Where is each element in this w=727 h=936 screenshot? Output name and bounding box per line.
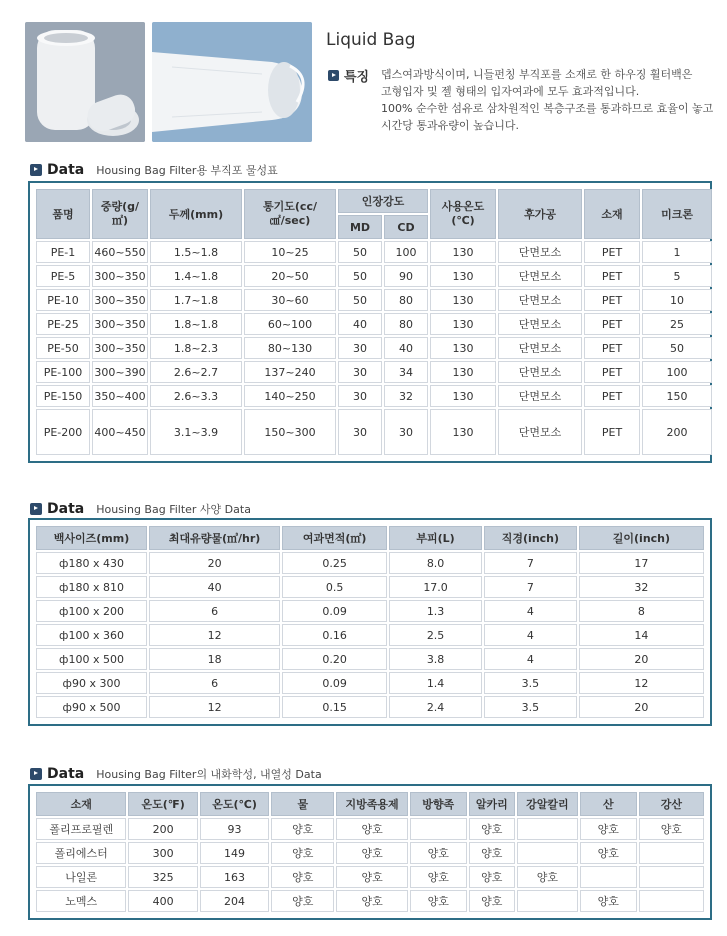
table-row	[36, 289, 712, 311]
table-cell: 10~25	[244, 241, 336, 263]
table-cell	[639, 866, 704, 888]
table-cell: 3.8	[389, 648, 482, 670]
table-row	[36, 265, 712, 287]
table-row	[36, 672, 704, 694]
specs-table	[34, 524, 706, 720]
col-header: 최대유량물(㎥/hr)	[149, 526, 280, 550]
table-cell: 60~100	[244, 313, 336, 335]
col-header: 산	[580, 792, 637, 816]
table-cell: PET	[584, 241, 640, 263]
table-cell	[580, 866, 637, 888]
table-cell: PET	[584, 361, 640, 383]
table-cell: 양호	[410, 866, 467, 888]
table-cell: ф100 x 360	[36, 624, 147, 646]
table-cell: 양호	[580, 890, 637, 912]
col-header-group: 인장강도	[338, 189, 428, 213]
table-row	[36, 866, 704, 888]
table-cell: PET	[584, 337, 640, 359]
table-cell: 32	[384, 385, 428, 407]
col-header: 알카리	[469, 792, 515, 816]
table-cell: 3.5	[484, 672, 577, 694]
table-row	[36, 842, 704, 864]
table-cell: 50	[338, 265, 382, 287]
table-cell: 400	[128, 890, 197, 912]
table-cell: PET	[584, 265, 640, 287]
table-cell: 130	[430, 409, 496, 455]
table-cell: 7	[484, 576, 577, 598]
resistance-table-frame	[28, 784, 712, 920]
table-cell: 130	[430, 265, 496, 287]
table-cell	[410, 818, 467, 840]
product-photo-bags	[25, 22, 145, 142]
table-row	[36, 385, 712, 407]
table-cell: 양호	[639, 818, 704, 840]
col-subheader: MD	[338, 215, 382, 239]
table-cell: 양호	[580, 842, 637, 864]
table-cell: 90	[384, 265, 428, 287]
feature-line: 100% 순수한 섬유로 삼차원적인 복층구조를 통과하므로 효율이 놓고	[381, 102, 714, 115]
col-header: 강산	[639, 792, 704, 816]
table-cell: PE-100	[36, 361, 90, 383]
table-cell: 2.5	[389, 624, 482, 646]
table-cell: 460~550	[92, 241, 148, 263]
table-cell: 0.09	[282, 600, 387, 622]
table-cell: PET	[584, 289, 640, 311]
table-cell: 6	[149, 600, 280, 622]
table-cell: 양호	[336, 818, 408, 840]
table-cell: 1.4~1.8	[150, 265, 242, 287]
product-photo-bag-sleeve	[152, 22, 312, 142]
table-cell: 양호	[410, 842, 467, 864]
table-cell: 단면모소	[498, 241, 582, 263]
table-cell: 300~350	[92, 265, 148, 287]
table-cell: 100	[642, 361, 712, 383]
table-row	[36, 361, 712, 383]
col-header: 소재	[36, 792, 126, 816]
table-cell: 양호	[271, 818, 334, 840]
table-cell	[517, 818, 578, 840]
product-title: Liquid Bag	[326, 30, 416, 50]
table-cell: 200	[128, 818, 197, 840]
table-cell: 양호	[469, 842, 515, 864]
table-cell: 10	[642, 289, 712, 311]
table-cell: PE-5	[36, 265, 90, 287]
table-cell: 12	[149, 624, 280, 646]
bullet-arrow-icon	[328, 70, 339, 81]
table-cell: 폴리프로필렌	[36, 818, 126, 840]
table-cell: 30	[338, 409, 382, 455]
table-cell: 2.6~2.7	[150, 361, 242, 383]
table-cell: PET	[584, 409, 640, 455]
table-cell: 30	[384, 409, 428, 455]
feature-line: 시간당 통과유량이 높습니다.	[381, 119, 520, 132]
table-cell: PE-150	[36, 385, 90, 407]
properties-table	[34, 187, 714, 457]
table-cell: 200	[642, 409, 712, 455]
table-cell: 150~300	[244, 409, 336, 455]
table-cell: 20	[579, 696, 704, 718]
col-header: 온도(℉)	[128, 792, 197, 816]
table-cell: 204	[200, 890, 269, 912]
table-cell: 40	[149, 576, 280, 598]
table-cell: 163	[200, 866, 269, 888]
table-cell: 단면모소	[498, 313, 582, 335]
table-cell: PET	[584, 313, 640, 335]
table-cell: 50	[338, 289, 382, 311]
table-cell: 양호	[336, 890, 408, 912]
table-cell: PE-1	[36, 241, 90, 263]
table-cell: 137~240	[244, 361, 336, 383]
resistance-table	[34, 790, 706, 914]
table-cell: ф100 x 500	[36, 648, 147, 670]
table-cell: 17	[579, 552, 704, 574]
table-cell: 30	[338, 361, 382, 383]
table-cell: 0.20	[282, 648, 387, 670]
col-header: 백사이즈(mm)	[36, 526, 147, 550]
table-cell: PET	[584, 385, 640, 407]
col-header: 부피(L)	[389, 526, 482, 550]
table-cell: 130	[430, 385, 496, 407]
table-cell: PE-50	[36, 337, 90, 359]
table-cell: 50	[642, 337, 712, 359]
table-cell: 130	[430, 241, 496, 263]
table-cell: 단면모소	[498, 265, 582, 287]
table-cell: 1.8~1.8	[150, 313, 242, 335]
table-row	[36, 818, 704, 840]
table-cell	[517, 842, 578, 864]
table-cell: 149	[200, 842, 269, 864]
table-cell: 8	[579, 600, 704, 622]
properties-table-frame	[28, 181, 712, 463]
section-heading-resistance	[30, 766, 322, 782]
bullet-arrow-icon	[30, 503, 42, 515]
table-cell: ф180 x 810	[36, 576, 147, 598]
table-cell: 양호	[469, 818, 515, 840]
table-cell: 140~250	[244, 385, 336, 407]
col-header: 여과면적(㎡)	[282, 526, 387, 550]
table-cell: 0.15	[282, 696, 387, 718]
col-header: 두께(mm)	[150, 189, 242, 239]
table-cell: 93	[200, 818, 269, 840]
table-cell: 1.8~2.3	[150, 337, 242, 359]
table-row	[36, 552, 704, 574]
table-cell: ф90 x 500	[36, 696, 147, 718]
table-cell: 400~450	[92, 409, 148, 455]
col-header: 중량(g/㎡)	[92, 189, 148, 239]
section-subtitle: Housing Bag Filter 사양 Data	[96, 503, 251, 516]
table-row	[36, 313, 712, 335]
table-row	[36, 890, 704, 912]
table-cell: 단면모소	[498, 361, 582, 383]
section-heading-properties	[30, 162, 278, 178]
section-subtitle: Housing Bag Filter의 내화학성, 내열성 Data	[96, 768, 322, 781]
col-header: 통기도(cc/㎠/sec)	[244, 189, 336, 239]
table-cell: PE-200	[36, 409, 90, 455]
section-subtitle: Housing Bag Filter용 부직포 물성표	[96, 164, 278, 177]
table-cell: 12	[579, 672, 704, 694]
col-header: 후가공	[498, 189, 582, 239]
table-cell: 300	[128, 842, 197, 864]
table-cell: 80~130	[244, 337, 336, 359]
feature-line: 뎁스여과방식이며, 니들펀칭 부직포를 소재로 한 하우징 휠터백은	[381, 68, 693, 81]
table-cell: 양호	[469, 890, 515, 912]
col-header: 소재	[584, 189, 640, 239]
table-cell: 나일론	[36, 866, 126, 888]
table-cell: 단면모소	[498, 289, 582, 311]
table-cell: 25	[642, 313, 712, 335]
table-cell: 130	[430, 313, 496, 335]
section-heading-specs	[30, 501, 251, 517]
col-header: 강알칼리	[517, 792, 578, 816]
table-cell: 양호	[517, 866, 578, 888]
table-cell: 300~390	[92, 361, 148, 383]
bullet-arrow-icon	[30, 768, 42, 780]
table-cell: ф180 x 430	[36, 552, 147, 574]
bullet-arrow-icon	[30, 164, 42, 176]
table-cell: 3.5	[484, 696, 577, 718]
table-cell: 325	[128, 866, 197, 888]
feature-heading	[328, 66, 369, 85]
table-cell: 130	[430, 361, 496, 383]
col-header: 지방족용제	[336, 792, 408, 816]
table-cell: 17.0	[389, 576, 482, 598]
table-cell: 300~350	[92, 313, 148, 335]
table-cell: 3.1~3.9	[150, 409, 242, 455]
table-cell: 4	[484, 624, 577, 646]
table-cell: ф90 x 300	[36, 672, 147, 694]
feature-label: 특징	[344, 70, 370, 85]
table-cell: 30	[338, 337, 382, 359]
table-row	[36, 624, 704, 646]
table-cell: 20	[579, 648, 704, 670]
table-cell: 20	[149, 552, 280, 574]
table-cell: 양호	[271, 866, 334, 888]
table-cell: PE-10	[36, 289, 90, 311]
col-subheader: CD	[384, 215, 428, 239]
section-label: Data	[47, 766, 85, 782]
col-header: 사용온도(℃)	[430, 189, 496, 239]
table-cell: 150	[642, 385, 712, 407]
feature-line: 고형입자 및 젤 형태의 입자여과에 모두 효과적입니다.	[381, 85, 640, 98]
table-cell	[639, 842, 704, 864]
col-header: 직경(inch)	[484, 526, 577, 550]
table-cell: 130	[430, 289, 496, 311]
table-row	[36, 241, 712, 263]
table-cell: 2.6~3.3	[150, 385, 242, 407]
table-cell: 1.4	[389, 672, 482, 694]
table-cell: 5	[642, 265, 712, 287]
table-cell: 130	[430, 337, 496, 359]
table-cell: 4	[484, 600, 577, 622]
table-cell: 0.09	[282, 672, 387, 694]
table-cell: PE-25	[36, 313, 90, 335]
table-cell: 14	[579, 624, 704, 646]
col-header: 길이(inch)	[579, 526, 704, 550]
table-cell: 7	[484, 552, 577, 574]
feature-description	[381, 66, 714, 134]
table-cell: 20~50	[244, 265, 336, 287]
table-cell: 양호	[469, 866, 515, 888]
table-cell: 50	[338, 241, 382, 263]
table-cell: 80	[384, 313, 428, 335]
table-row	[36, 696, 704, 718]
table-cell	[517, 890, 578, 912]
table-cell: 양호	[410, 890, 467, 912]
table-cell: 1.5~1.8	[150, 241, 242, 263]
table-cell: 100	[384, 241, 428, 263]
table-cell: 32	[579, 576, 704, 598]
table-cell	[639, 890, 704, 912]
table-cell: 단면모소	[498, 385, 582, 407]
section-label: Data	[47, 162, 85, 178]
table-cell: 노멕스	[36, 890, 126, 912]
table-cell: 8.0	[389, 552, 482, 574]
table-cell: 40	[384, 337, 428, 359]
table-cell: 0.16	[282, 624, 387, 646]
table-cell: 2.4	[389, 696, 482, 718]
table-cell: 단면모소	[498, 337, 582, 359]
col-header: 품명	[36, 189, 90, 239]
table-cell: 30~60	[244, 289, 336, 311]
table-cell: 34	[384, 361, 428, 383]
table-row	[36, 600, 704, 622]
table-row	[36, 409, 712, 455]
table-row	[36, 648, 704, 670]
table-cell: ф100 x 200	[36, 600, 147, 622]
section-label: Data	[47, 501, 85, 517]
specs-table-frame	[28, 518, 712, 726]
col-header: 온도(℃)	[200, 792, 269, 816]
table-cell: 1.3	[389, 600, 482, 622]
table-cell: 0.25	[282, 552, 387, 574]
table-row	[36, 576, 704, 598]
table-cell: 단면모소	[498, 409, 582, 455]
table-cell: 300~350	[92, 337, 148, 359]
table-cell: 1.7~1.8	[150, 289, 242, 311]
table-cell: 12	[149, 696, 280, 718]
table-cell: 1	[642, 241, 712, 263]
table-cell: 300~350	[92, 289, 148, 311]
table-cell: 350~400	[92, 385, 148, 407]
table-cell: 양호	[271, 842, 334, 864]
table-cell: 80	[384, 289, 428, 311]
table-cell: 18	[149, 648, 280, 670]
col-header: 물	[271, 792, 334, 816]
table-cell: 양호	[336, 842, 408, 864]
table-cell: 30	[338, 385, 382, 407]
table-cell: 6	[149, 672, 280, 694]
table-cell: 40	[338, 313, 382, 335]
table-cell: 4	[484, 648, 577, 670]
table-cell: 양호	[580, 818, 637, 840]
col-header: 미크론	[642, 189, 712, 239]
table-cell: 0.5	[282, 576, 387, 598]
table-cell: 양호	[271, 890, 334, 912]
table-cell: 양호	[336, 866, 408, 888]
table-cell: 폴리에스터	[36, 842, 126, 864]
table-row	[36, 337, 712, 359]
col-header: 방향족	[410, 792, 467, 816]
